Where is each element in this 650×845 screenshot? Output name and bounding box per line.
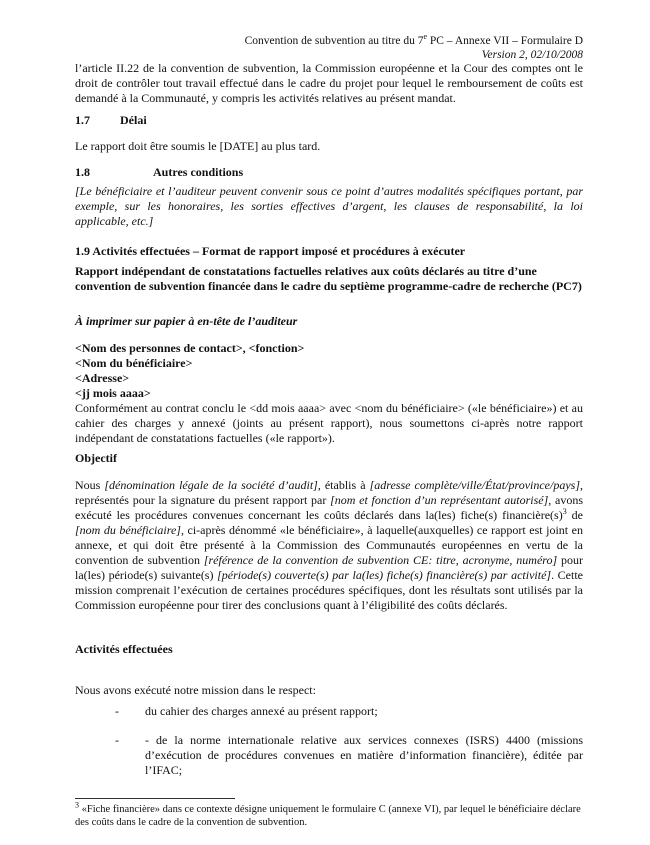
address-line: <Nom du bénéficiaire> xyxy=(75,356,193,370)
conformity-paragraph: Conformément au contrat conclu le <dd mois aaaa> avec <nom du bénéficiaire> («le bénéficiaire») et au cahier des charges y annexé (joints au présent rapport), nous soumettons ci-après notre rapport indépendant de constatations factuelles («le rapport»). xyxy=(75,401,583,445)
footnote-separator xyxy=(75,798,235,799)
section-1-8-heading: 1.8 Autres conditions xyxy=(75,165,244,179)
list-item-text: du cahier des charges annexé au présent rapport; xyxy=(145,704,378,718)
print-note: À imprimer sur papier à en-tête de l’auditeur xyxy=(75,314,298,328)
footnote: $^3$ «Fiche financière» dans ce contexte désigne uniquement le formulaire C (annexe VI), par lequel le bénéficiaire déclare des coûts dans le cadre de la convention de subvention. xyxy=(75,800,581,828)
address-block xyxy=(75,341,583,401)
header-version: Version 2, 02/10/2008 xyxy=(481,49,583,61)
address-line: <jj mois aaaa> xyxy=(75,386,151,400)
activites-heading: Activités effectuées xyxy=(75,642,173,656)
section-1-9-heading: 1.9 Activités effectuées – Format de rapport imposé et procédures à exécuter xyxy=(75,244,466,258)
footnote-ref: 3 xyxy=(562,507,567,516)
intro-paragraph: l’article II.22 de la convention de subvention, la Commission européenne et la Cour des comptes ont le droit de contrôler tout travail effectué dans le cadre du projet pour lequel le remboursement de coûts est demandé à la Communauté, y compris les activités relatives au présent mandat. xyxy=(75,61,583,105)
section-1-7-heading: 1.7 Délai xyxy=(75,113,147,127)
list-bullet: - xyxy=(115,733,119,747)
section-1-8-text: [Le bénéficiaire et l’auditeur peuvent convenir sous ce point d’autres modalités spécifiques portant, par exemple, sur les honoraires, les sorties effectives d’argent, les clauses de responsabilité, la loi applicable, etc.] xyxy=(75,184,583,228)
objectif-heading: Objectif xyxy=(75,451,117,465)
address-line: <Nom des personnes de contact>, <fonction> xyxy=(75,341,305,355)
header-title: Convention de subvention au titre du 7e PC – Annexe VII – Formulaire D xyxy=(244,32,583,47)
address-line: <Adresse> xyxy=(75,371,130,385)
list-item-text: - de la norme internationale relative aux services connexes (ISRS) 4400 (missions d’exécution de procédures convenues en matière d’information financière), éditée par l’IFAC; xyxy=(145,733,583,777)
report-title: Rapport indépendant de constatations factuelles relatives aux coûts déclarés au titre d’une convention de subvention financée dans le cadre du septième programme-cadre de recherche (PC7) xyxy=(75,264,582,293)
activites-intro: Nous avons exécuté notre mission dans le respect: xyxy=(75,683,316,697)
list-bullet: - xyxy=(115,704,119,718)
running-header xyxy=(245,34,583,62)
objectif-paragraph: Nous [dénomination légale de la société d’audit], établis à [adresse complète/ville/État/province/pays], représentés pour la signature du présent rapport par [nom et fonction d’un représentant autorisé], avons exécuté les procédures convenues concernant les coûts déclarés dans la(les) fiche(s) $financière(s)^3$ de [nom du bénéficiaire], ci-après dénommé «le bénéficiaire», à laquelle(auxquelles) ce rapport est joint en annexe, et qui doit être présenté à la Commission des Communautés européennes en vertu de la convention de subvention [référence de la convention de subvention CE: titre, acronyme, numéro] pour la(les) période(s) suivante(s) [période(s) couverte(s) par la(les) fiche(s) financière(s) par activité]. Cette mission comprenait l’exécution de certaines procédures spécifiques, dont les résultats sont utilisés par la Commission européenne pour tirer des conclusions quant à l’éligibilité des coûts déclarés. xyxy=(75,478,584,612)
section-1-7-text: Le rapport doit être soumis le [DATE] au plus tard. xyxy=(75,139,321,153)
